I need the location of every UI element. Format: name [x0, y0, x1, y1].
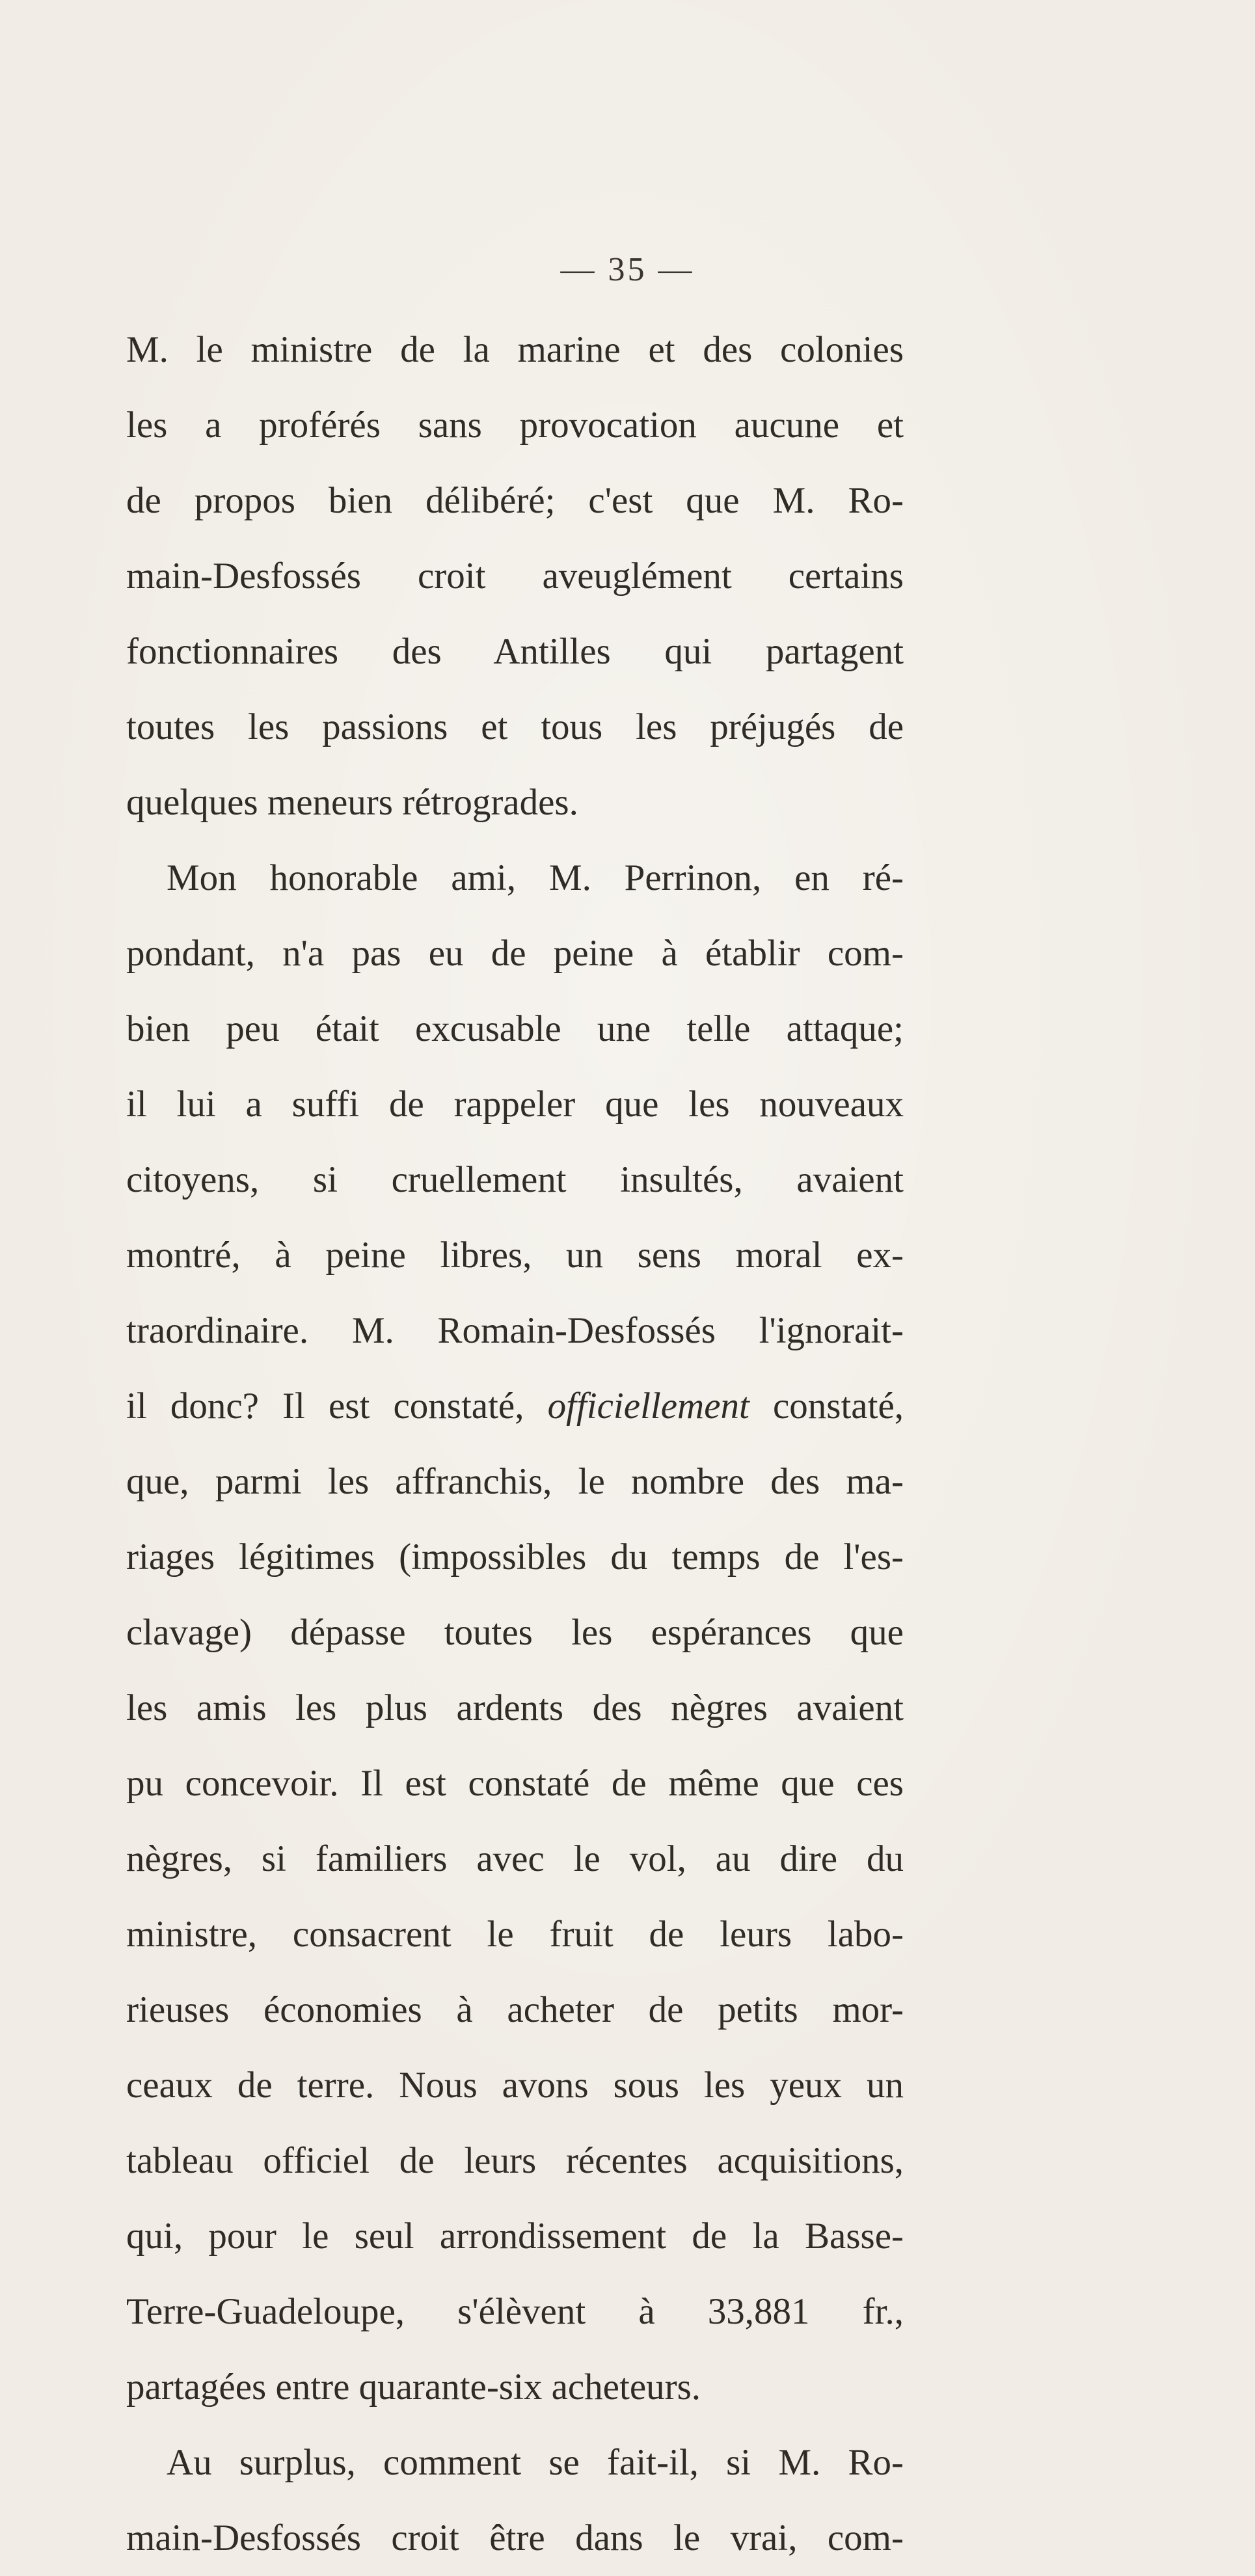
text-line-with-italic	[126, 1369, 904, 1444]
text-line: tableau officiel de leurs récentes acquisitions,	[126, 2140, 904, 2181]
text-line: nègres, si familiers avec le vol, au dire du	[126, 1838, 904, 1879]
text-line: quelques meneurs rétrogrades.	[126, 782, 578, 823]
text-line: fonctionnaires des Antilles qui partagent	[126, 631, 904, 672]
page-number: — 35 —	[560, 251, 695, 288]
text-line: main-Desfossés croit être dans le vrai, com-	[126, 2517, 904, 2558]
text-line: main-Desfossés croit aveuglément certains	[126, 556, 904, 597]
text-line: clavage) dépasse toutes les espérances que	[126, 1612, 904, 1653]
text-line: bien peu était excusable une telle attaque;	[126, 1008, 904, 1049]
paragraph-start-line: Au surplus, comment se fait-il, si M. Ro-	[167, 2442, 904, 2483]
text-line: citoyens, si cruellement insultés, avaient	[126, 1159, 904, 1200]
text-line: ceaux de terre. Nous avons sous les yeux un	[126, 2065, 904, 2106]
text-line: il lui a suffi de rappeler que les nouveaux	[126, 1084, 904, 1125]
text-line: que, parmi les affranchis, le nombre des ma-	[126, 1461, 904, 1502]
text-line: de propos bien délibéré; c'est que M. Ro-	[126, 480, 904, 521]
text-line: les amis les plus ardents des nègres avaient	[126, 1687, 904, 1728]
text-line: montré, à peine libres, un sens moral ex-	[126, 1235, 904, 1276]
body-text	[126, 312, 904, 2576]
text-segment: il donc? Il est constaté,	[126, 1386, 548, 1427]
text-line: les a proférés sans provocation aucune et	[126, 405, 904, 446]
text-line: pondant, n'a pas eu de peine à établir com-	[126, 933, 904, 974]
text-line: partagées entre quarante-six acheteurs.	[126, 2367, 701, 2408]
italic-word: officiellement	[547, 1386, 749, 1427]
text-line: rieuses économies à acheter de petits mor-	[126, 1989, 904, 2030]
text-line: M. le ministre de la marine et des colonies	[126, 329, 904, 370]
text-line: toutes les passions et tous les préjugés de	[126, 706, 904, 747]
text-line: Terre-Guadeloupe, s'élèvent à 33,881 fr.,	[126, 2291, 904, 2332]
text-segment: constaté,	[749, 1386, 904, 1427]
text-line: pu concevoir. Il est constaté de même que ces	[126, 1763, 904, 1804]
paragraph-start-line: Mon honorable ami, M. Perrinon, en ré-	[167, 857, 904, 898]
text-line: qui, pour le seul arrondissement de la Basse-	[126, 2216, 904, 2257]
text-line: ministre, consacrent le fruit de leurs labo-	[126, 1914, 904, 1955]
text-line: riages légitimes (impossibles du temps de l'es-	[126, 1536, 904, 1577]
text-line: traordinaire. M. Romain-Desfossés l'ignorait-	[126, 1310, 904, 1351]
